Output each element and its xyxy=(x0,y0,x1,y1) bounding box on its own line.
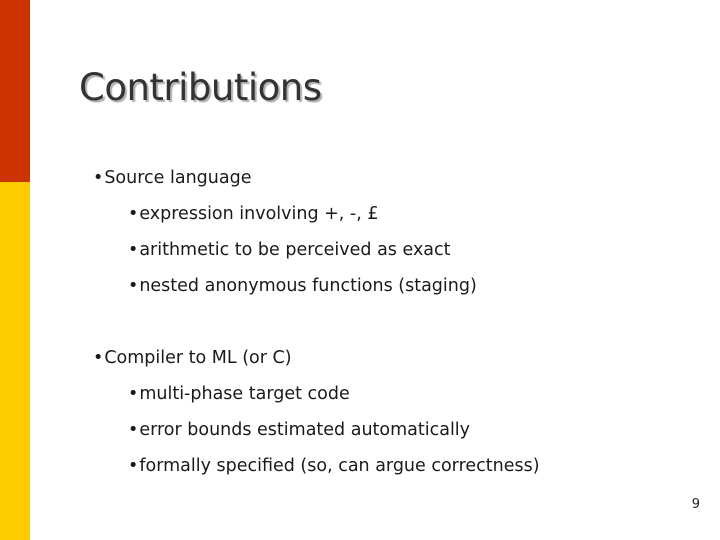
bullet-dot: • xyxy=(93,348,104,368)
bullet-dot: • xyxy=(128,456,139,476)
bullet-text: nested anonymous functions (staging) xyxy=(139,276,477,296)
bullet-source-language xyxy=(93,170,251,188)
bullet-text: Compiler to ML (or C) xyxy=(104,348,292,368)
sub-bullet xyxy=(128,278,477,296)
bullet-text: Source language xyxy=(104,168,252,188)
sub-bullet xyxy=(128,422,470,440)
bullet-text: formally specified (so, can argue correctness) xyxy=(139,456,540,476)
bullet-text: error bounds estimated automatically xyxy=(139,420,471,440)
bullet-dot: • xyxy=(128,204,139,224)
sub-bullet xyxy=(128,386,350,404)
bullet-dot: • xyxy=(128,420,139,440)
bullet-text: arithmetic to be perceived as exact xyxy=(139,240,451,260)
sub-bullet xyxy=(128,242,451,260)
bullet-dot: • xyxy=(93,168,104,188)
slide-title: Contributions xyxy=(79,66,322,109)
bullet-dot: • xyxy=(128,276,139,296)
sub-bullet xyxy=(128,206,379,224)
bullet-text: expression involving +, -, £ xyxy=(139,204,379,224)
accent-bar-bottom xyxy=(0,182,30,540)
bullet-dot: • xyxy=(128,384,139,404)
bullet-dot: • xyxy=(128,240,139,260)
accent-bar-top xyxy=(0,0,30,182)
page-number: 9 xyxy=(691,497,700,512)
sub-bullet xyxy=(128,458,540,476)
bullet-text: multi-phase target code xyxy=(139,384,350,404)
bullet-compiler xyxy=(93,350,292,368)
